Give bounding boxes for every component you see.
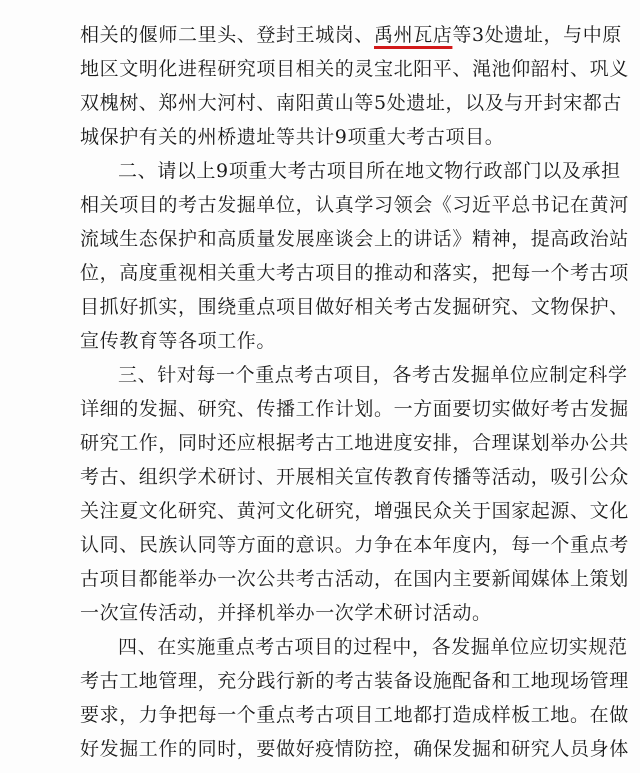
text-line-15: 关注夏文化研究、黄河文化研究，增强民众关于国家起源、文化: [80, 500, 629, 522]
text-line-12: 详细的发掘、研究、传播工作计划。一方面要切实做好考古发掘: [80, 398, 629, 420]
text-segment: 相关的偃师二里头、登封王城岗、: [80, 24, 375, 46]
text-line-4: 城保护有关的州桥遗址等共计9项重大考古项目。: [80, 126, 505, 148]
paragraph-2-first-line: 二、请以上9项重大考古项目所在地文物行政部门以及承担: [118, 160, 621, 182]
text-line-20: 考古工地管理，充分践行新的考古装备设施配备和工地现场管理: [80, 670, 629, 692]
text-segment: 等3处遗址，与中原: [452, 24, 622, 46]
text-line-7: 流域生态保护和高质量发展座谈会上的讲话》精神，提高政治站: [80, 228, 629, 250]
underlined-site-name: 禹州瓦店: [374, 24, 453, 46]
text-line-13: 研究工作，同时还应根据考古工地进度安排，合理谋划举办公共: [80, 432, 629, 454]
text-line-2: 地区文明化进程研究项目相关的灵宝北阳平、渑池仰韶村、巩义: [80, 58, 629, 80]
text-line-9: 目抓好抓实，围绕重点项目做好相关考古发掘研究、文物保护、: [80, 296, 629, 318]
text-line-16: 认同、民族认同等方面的意识。力争在本年度内，每一个重点考: [80, 534, 629, 556]
text-line-1: [80, 18, 622, 52]
text-line-10: 宣传教育等各项工作。: [80, 330, 277, 352]
text-line-17: 古项目都能举办一次公共考古活动，在国内主要新闻媒体上策划: [80, 568, 629, 590]
text-line-21: 要求，力争把每一个重点考古项目工地都打造成样板工地。在做: [80, 704, 629, 726]
text-line-6: 相关项目的考古发掘单位，认真学习领会《习近平总书记在黄河: [80, 194, 629, 216]
paragraph-3-first-line: 三、针对每一个重点考古项目，各考古发掘单位应制定科学: [118, 364, 628, 386]
text-line-22: 好发掘工作的同时，要做好疫情防控，确保发掘和研究人员身体: [80, 738, 629, 760]
text-line-18: 一次宣传活动，并择机举办一次学术研讨活动。: [80, 602, 492, 624]
text-line-3: 双槐树、郑州大河村、南阳黄山等5处遗址，以及与开封宋都古: [80, 92, 622, 114]
text-line-8: 位，高度重视相关重大考古项目的推动和落实，把每一个考古项: [80, 262, 629, 284]
paragraph-4-first-line: 四、在实施重点考古项目的过程中，各发掘单位应切实规范: [118, 636, 628, 658]
text-line-14: 考古、组织学术研讨、开展相关宣传教育传播等活动，吸引公众: [80, 466, 629, 488]
